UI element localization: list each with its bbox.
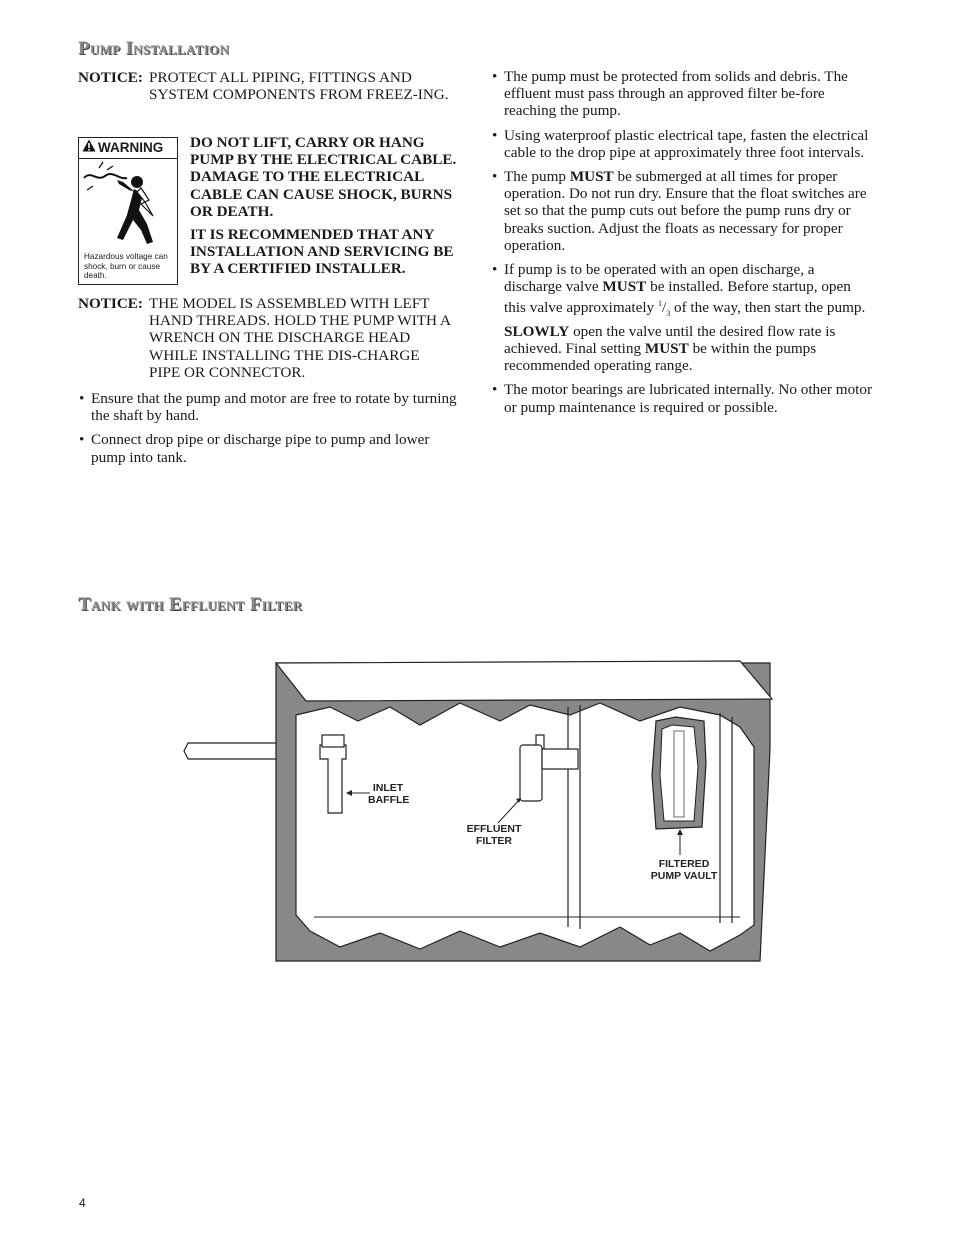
electric-shock-hazard-icon [79, 160, 176, 252]
section-title-tank-effluent-filter: Tank with Effluent Filter [78, 594, 303, 615]
notice-text: PROTECT ALL PIPING, FITTINGS AND SYSTEM COMPONENTS FROM FREEZ-ING. [149, 69, 449, 104]
warning-label-box [78, 137, 178, 285]
left-column-lower [78, 295, 458, 473]
label-inlet-baffle: INLET BAFFLE [368, 782, 410, 806]
notice-label: NOTICE: [78, 295, 143, 312]
list-item: • Connect drop pipe or discharge pipe to pump and lower pump into tank. [78, 431, 458, 465]
left-bullet-list [78, 390, 458, 466]
label-effluent-filter: EFFLUENT FILTER [466, 823, 522, 847]
notice-label: NOTICE: [78, 69, 143, 86]
notice-text: THE MODEL IS ASSEMBLED WITH LEFT HAND THREADS. HOLD THE PUMP WITH A WRENCH ON THE DISCHARGE HEAD WHILE INSTALLING THE DIS-CHARGE PIPE OR CONNECTOR. [149, 295, 451, 381]
right-bullet-list [491, 68, 876, 416]
warning-text [190, 134, 470, 284]
warning-text-installer: IT IS RECOMMENDED THAT ANY INSTALLATION AND SERVICING BE BY A CERTIFIED INSTALLER. [190, 226, 454, 278]
list-item: • If pump is to be operated with an open discharge, a discharge valve MUST be installed. Before startup, open this valve approximately $^1/_3$ of the way, then start the pump. SLOWLY open the valve until the desired flow rate is achieved. Final setting MUST be within the pumps recommended operating range. [491, 261, 876, 374]
page-number: 4 [79, 1196, 86, 1210]
warning-triangle-icon [82, 138, 96, 158]
left-column [78, 69, 468, 103]
list-item: • The pump MUST be submerged at all times for proper operation. Do not run dry. Ensure that the float switches are set so that the pump cuts out before the pump runs dry or breaks suction. Adjust the floats as necessary for proper operation. [491, 168, 876, 254]
list-item: • Using waterproof plastic electrical tape, fasten the electrical cable to the drop pipe at approximately three foot intervals. [491, 127, 876, 161]
tank-diagram [180, 655, 780, 970]
notice-freezing [78, 69, 449, 103]
list-item: • The pump must be protected from solids and debris. The effluent must pass through an approved filter be-fore reaching the pump. [491, 68, 876, 120]
warning-text-cable: DO NOT LIFT, CARRY OR HANG PUMP BY THE ELECTRICAL CABLE. DAMAGE TO THE ELECTRICAL CABLE CAN CAUSE SHOCK, BURNS OR DEATH. [190, 134, 457, 220]
section-title-pump-installation: Pump Installation [78, 38, 230, 59]
warning-caption: Hazardous voltage can shock, burn or cause death. [84, 252, 168, 280]
list-item: • Ensure that the pump and motor are free to rotate by turning the shaft by hand. [78, 390, 458, 424]
list-item: • The motor bearings are lubricated internally. No other motor or pump maintenance is required or possible. [491, 381, 876, 415]
label-filtered-pump-vault: FILTERED PUMP VAULT [650, 858, 718, 882]
right-column [491, 68, 876, 423]
tank-illustration [180, 655, 780, 970]
warning-header: WARNING [79, 138, 177, 159]
notice-left-hand-threads [78, 295, 454, 381]
